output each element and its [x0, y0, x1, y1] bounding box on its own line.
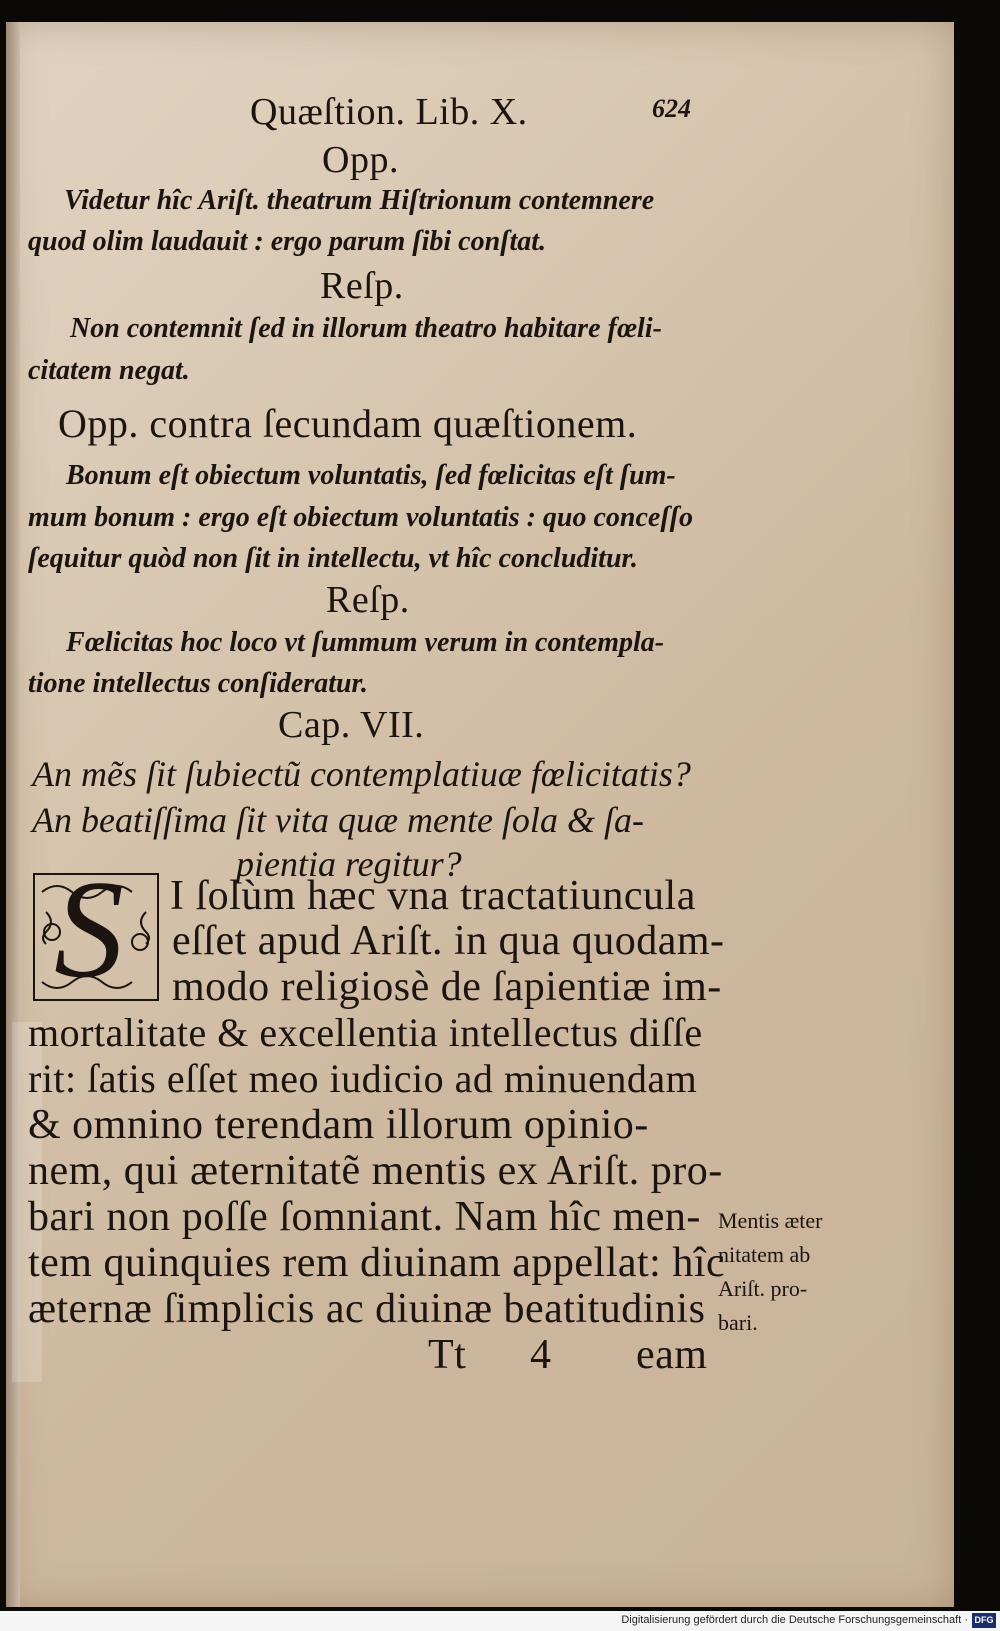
body-line: æternæ ſimplicis ac diuinæ beatitudinis — [28, 1286, 706, 1332]
dfg-logo-icon: DFG — [972, 1613, 996, 1628]
section-line: Videtur hîc Ariſt. theatrum Hiſtrionum contemnere — [64, 185, 655, 216]
chapter-question: pientia regitur? — [236, 844, 462, 884]
section-line: ſequitur quòd non ſit in intellectu, vt hîc concluditur. — [28, 543, 638, 574]
section-line: mum bonum : ergo eſt obiectum voluntatis : quo conceſſo — [28, 502, 693, 533]
section-line: quod olim laudauit : ergo parum ſibi conſtat. — [28, 226, 547, 257]
section-heading: Reſp. — [320, 265, 404, 307]
page-number: 624 — [652, 94, 691, 123]
section-heading: Opp. contra ſecundam quæſtionem. — [58, 401, 638, 446]
chapter-title: Cap. VII. — [278, 704, 425, 746]
decorated-initial-icon — [32, 852, 160, 1007]
body-line: & omnino terendam illorum opinio- — [28, 1102, 649, 1148]
signature-mark: Tt — [428, 1332, 467, 1378]
body-line: modo religiosè de ſapientiæ im- — [172, 964, 722, 1010]
section-line: Non contemnit ſed in illorum theatro habitare fœli- — [70, 313, 662, 344]
dropcap-letter: S — [54, 852, 124, 1007]
section-heading: Opp. — [322, 139, 399, 181]
section-heading: Reſp. — [326, 579, 410, 621]
section-line: tione intellectus conſideratur. — [28, 668, 368, 699]
catchword: eam — [636, 1332, 708, 1378]
margin-note-line: Mentis æter — [718, 1208, 823, 1233]
section-line: Fœlicitas hoc loco vt ſummum verum in contempla- — [66, 627, 665, 658]
body-line: rit: ſatis eſſet meo iudicio ad minuendam — [28, 1056, 698, 1101]
body-line: nem, qui æternitatẽ mentis ex Ariſt. pro- — [28, 1148, 723, 1194]
signature-number: 4 — [530, 1332, 552, 1378]
margin-note-line: nitatem ab — [718, 1242, 811, 1267]
section-line: Bonum eſt obiectum voluntatis, ſed fœlicitas eſt ſum- — [66, 460, 676, 491]
chapter-question: An mẽs ſit ſubiectũ contemplatiuæ fœlicitatis? — [32, 754, 691, 794]
body-line: tem quinquies rem diuinam appellat: hîc — [28, 1240, 726, 1286]
margin-note-line: Ariſt. pro- — [718, 1276, 808, 1301]
section-line: citatem negat. — [28, 355, 190, 386]
running-title: Quæſtion. Lib. X. — [250, 91, 528, 133]
body-line: bari non poſſe ſomniant. Nam hîc men- — [28, 1194, 701, 1240]
body-line: mortalitate & excellentia intellectus diſſe — [28, 1010, 703, 1055]
margin-note-line: bari. — [718, 1310, 758, 1335]
body-line: I ſolùm hæc vna tractatiuncula — [170, 873, 696, 919]
body-line: eſſet apud Ariſt. in qua quodam- — [172, 918, 725, 964]
footer-credit: Digitalisierung gefördert durch die Deutsche Forschungsgemeinschaft · — [621, 1614, 968, 1626]
chapter-question: An beatiſſima ſit vita quæ mente ſola & ſa- — [32, 800, 644, 840]
